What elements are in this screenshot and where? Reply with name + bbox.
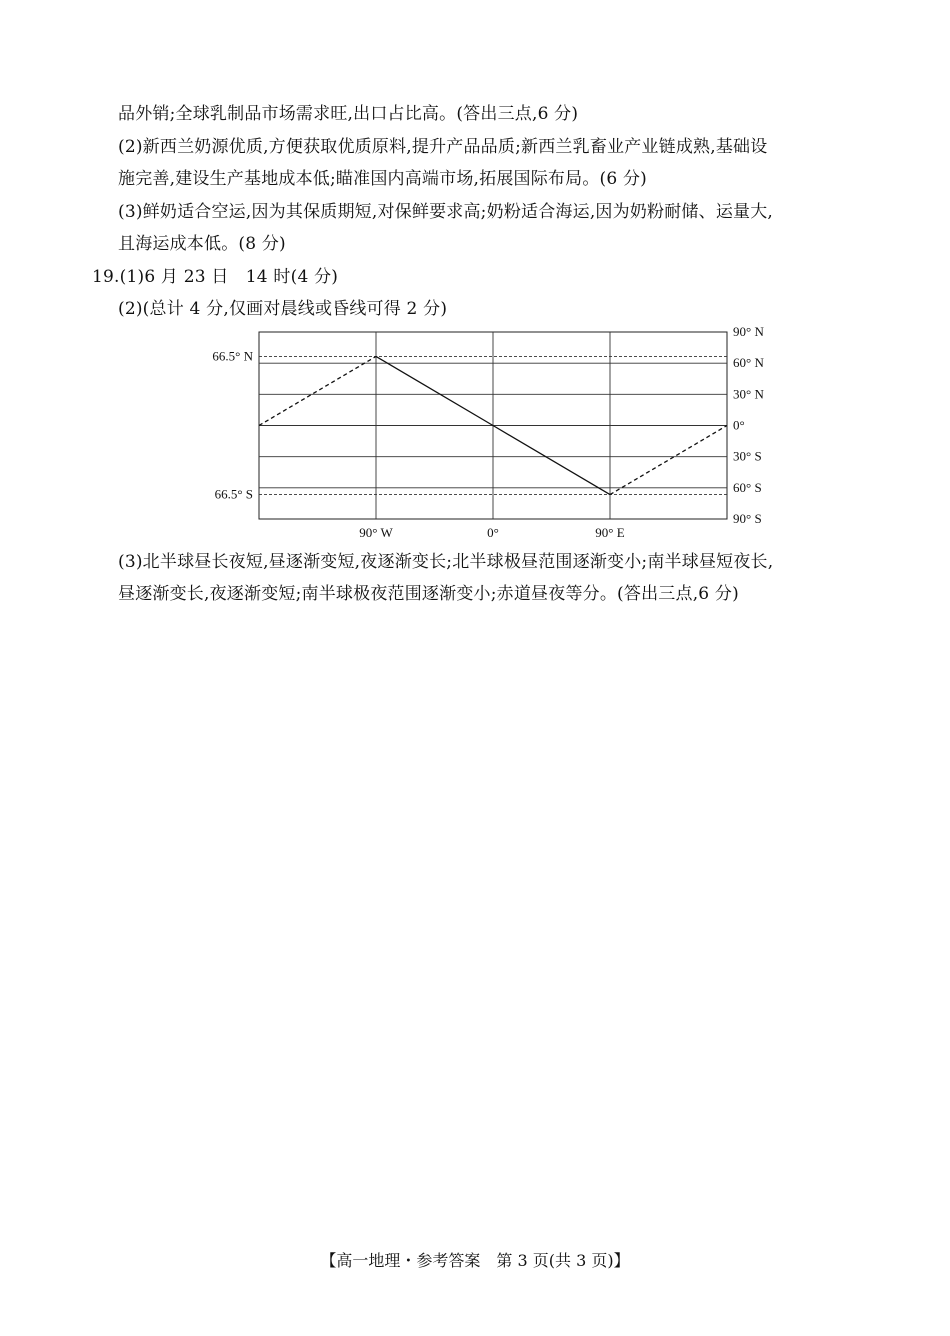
y-tick-label-left: 66.5° S bbox=[214, 486, 253, 502]
x-tick-label: 0° bbox=[487, 525, 499, 540]
x-tick-label: 90° E bbox=[595, 525, 625, 540]
terminator-chart bbox=[190, 318, 790, 548]
y-tick-label-right: 30° S bbox=[733, 448, 762, 464]
answer-19-2: (2)(总计 4 分,仅画对晨线或昏线可得 2 分) bbox=[118, 299, 448, 319]
y-tick-label-right: 0° bbox=[733, 417, 745, 433]
y-tick-label-right: 60° S bbox=[733, 479, 762, 495]
series-line-dashed-right bbox=[610, 426, 727, 495]
answer-18-1-tail: 品外销;全球乳制品市场需求旺,出口占比高。(答出三点,6 分) bbox=[118, 104, 579, 124]
y-tick-label-right: 90° N bbox=[733, 324, 764, 339]
answer-18-2-line1: (2)新西兰奶源优质,方便获取优质原料,提升产品品质;新西兰乳畜业产业链成熟,基础设 bbox=[118, 137, 768, 157]
y-tick-label-left: 66.5° N bbox=[212, 348, 253, 364]
page-footer: 【高一地理・参考答案 第 3 页(共 3 页)】 bbox=[320, 1251, 630, 1270]
y-tick-label-right: 60° N bbox=[733, 355, 764, 371]
answer-19-3-line1: (3)北半球昼长夜短,昼逐渐变短,夜逐渐变长;北半球极昼范围逐渐变小;南半球昼短夜长, bbox=[118, 552, 774, 572]
y-tick-label-right: 30° N bbox=[733, 386, 764, 402]
answer-19-1: 19.(1)6 月 23 日 14 时(4 分) bbox=[92, 267, 339, 287]
answer-18-2-line2: 施完善,建设生产基地成本低;瞄准国内高端市场,拓展国际布局。(6 分) bbox=[118, 169, 648, 189]
answer-19-3-line2: 昼逐渐变长,夜逐渐变短;南半球极夜范围逐渐变小;赤道昼夜等分。(答出三点,6 分) bbox=[118, 584, 739, 604]
answer-18-3-line2: 且海运成本低。(8 分) bbox=[118, 234, 286, 254]
answer-18-3-line1: (3)鲜奶适合空运,因为其保质期短,对保鲜要求高;奶粉适合海运,因为奶粉耐储、运量大, bbox=[118, 202, 774, 222]
x-tick-label: 90° W bbox=[359, 525, 393, 540]
series-line-dashed-left bbox=[259, 356, 376, 425]
y-tick-label-right: 90° S bbox=[733, 511, 762, 526]
